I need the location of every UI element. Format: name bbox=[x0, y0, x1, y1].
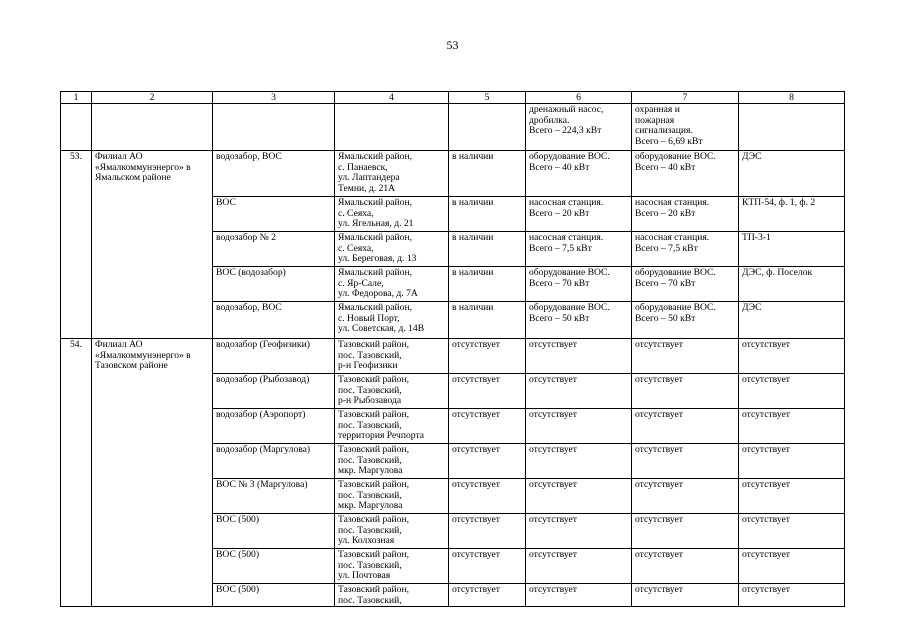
table-cell: отсутствует bbox=[449, 444, 526, 479]
column-number: 7 bbox=[632, 92, 739, 104]
table-cell: отсутствует bbox=[526, 374, 632, 409]
table-cell: отсутствует bbox=[449, 549, 526, 584]
data-table bbox=[60, 91, 845, 607]
table-cell: КТП-54, ф. 1, ф. 2 bbox=[739, 197, 845, 232]
table-cell: в наличии bbox=[449, 267, 526, 302]
column-number: 6 bbox=[526, 92, 632, 104]
table-cell: Тазовский район, пос. Тазовский, мкр. Маргулова bbox=[335, 444, 449, 479]
table-cell: отсутствует bbox=[739, 479, 845, 514]
column-number: 1 bbox=[61, 92, 92, 104]
table-cell: отсутствует bbox=[449, 514, 526, 549]
table-cell: отсутствует bbox=[632, 584, 739, 607]
table-cell: оборудование ВОС. Всего – 40 кВт bbox=[526, 151, 632, 197]
table-cell: водозабор (Аэропорт) bbox=[213, 409, 335, 444]
table-cell: Ямальский район, с. Сеяха, ул. Ягельная, д. 21 bbox=[335, 197, 449, 232]
table-cell: отсутствует bbox=[739, 514, 845, 549]
column-number: 5 bbox=[449, 92, 526, 104]
table-row bbox=[61, 104, 845, 151]
table-cell: в наличии bbox=[449, 302, 526, 339]
column-number: 2 bbox=[92, 92, 213, 104]
table-cell: отсутствует bbox=[526, 479, 632, 514]
table-cell: ДЭС, ф. Поселок bbox=[739, 267, 845, 302]
table-cell: насосная станция. Всего – 7,5 кВт bbox=[632, 232, 739, 267]
table-row bbox=[61, 339, 845, 374]
row-number: 53. bbox=[61, 151, 92, 339]
table-cell bbox=[92, 104, 213, 151]
table-cell: отсутствует bbox=[632, 514, 739, 549]
column-number: 8 bbox=[739, 92, 845, 104]
table-cell: отсутствует bbox=[632, 549, 739, 584]
table-cell: отсутствует bbox=[526, 514, 632, 549]
table-row bbox=[61, 151, 845, 197]
table-cell: ВОС (500) bbox=[213, 584, 335, 607]
table-cell: Тазовский район, пос. Тазовский, территория Речпорта bbox=[335, 409, 449, 444]
table-cell: ДЭС bbox=[739, 151, 845, 197]
table-cell: оборудование ВОС. Всего – 70 кВт bbox=[526, 267, 632, 302]
table-cell: дренажный насос, дробилка. Всего – 224,3 кВт bbox=[526, 104, 632, 151]
organization-cell: Филиал АО «Ямалкоммунэнерго» в Тазовском районе bbox=[92, 339, 213, 607]
table-cell: Ямальский район, с. Сеяха, ул. Береговая, д. 13 bbox=[335, 232, 449, 267]
table-cell: отсутствует bbox=[632, 374, 739, 409]
table-cell bbox=[61, 104, 92, 151]
column-number: 4 bbox=[335, 92, 449, 104]
table-cell: Ямальский район, с. Новый Порт, ул. Советская, д. 14В bbox=[335, 302, 449, 339]
table-cell: Тазовский район, пос. Тазовский, bbox=[335, 584, 449, 607]
table-cell: водозабор № 2 bbox=[213, 232, 335, 267]
column-number: 3 bbox=[213, 92, 335, 104]
table-cell: Тазовский район, пос. Тазовский, р-н Геофизики bbox=[335, 339, 449, 374]
table-cell: оборудование ВОС. Всего – 40 кВт bbox=[632, 151, 739, 197]
table-cell: оборудование ВОС. Всего – 50 кВт bbox=[632, 302, 739, 339]
table-cell: Ямальский район, с. Яр-Сале, ул. Федорова, д. 7А bbox=[335, 267, 449, 302]
table-cell: отсутствует bbox=[449, 409, 526, 444]
table-cell: водозабор, ВОС bbox=[213, 151, 335, 197]
table-cell: водозабор (Геофизики) bbox=[213, 339, 335, 374]
table-cell: насосная станция. Всего – 20 кВт bbox=[526, 197, 632, 232]
table-cell: Тазовский район, пос. Тазовский, мкр. Маргулова bbox=[335, 479, 449, 514]
table-cell: Тазовский район, пос. Тазовский, ул. Колхозная bbox=[335, 514, 449, 549]
table-cell: ТП-3-1 bbox=[739, 232, 845, 267]
row-number: 54. bbox=[61, 339, 92, 607]
organization-cell: Филиал АО «Ямалкоммунэнерго» в Ямальском районе bbox=[92, 151, 213, 339]
table-cell: отсутствует bbox=[526, 549, 632, 584]
table-cell bbox=[739, 104, 845, 151]
table-cell: отсутствует bbox=[739, 339, 845, 374]
table-cell: отсутствует bbox=[739, 584, 845, 607]
table-cell: оборудование ВОС. Всего – 70 кВт bbox=[632, 267, 739, 302]
table-cell bbox=[335, 104, 449, 151]
table-cell: ВОС (500) bbox=[213, 514, 335, 549]
table-cell: оборудование ВОС. Всего – 50 кВт bbox=[526, 302, 632, 339]
table-cell: отсутствует bbox=[449, 374, 526, 409]
page-number: 53 bbox=[446, 38, 459, 52]
table-cell: отсутствует bbox=[526, 339, 632, 374]
table-cell: ДЭС bbox=[739, 302, 845, 339]
table-cell: Тазовский район, пос. Тазовский, ул. Почтовая bbox=[335, 549, 449, 584]
table-cell: отсутствует bbox=[449, 584, 526, 607]
table-cell: водозабор, ВОС bbox=[213, 302, 335, 339]
table-cell: насосная станция. Всего – 7,5 кВт bbox=[526, 232, 632, 267]
table-cell: ВОС (500) bbox=[213, 549, 335, 584]
table-cell: в наличии bbox=[449, 151, 526, 197]
table-cell: насосная станция. Всего – 20 кВт bbox=[632, 197, 739, 232]
table-cell: отсутствует bbox=[632, 479, 739, 514]
table-cell bbox=[213, 104, 335, 151]
table-cell: Тазовский район, пос. Тазовский, р-н Рыбозавода bbox=[335, 374, 449, 409]
table-cell: отсутствует bbox=[526, 444, 632, 479]
table-cell: отсутствует bbox=[632, 444, 739, 479]
table-cell: отсутствует bbox=[739, 409, 845, 444]
table-cell: ВОС № 3 (Маргулова) bbox=[213, 479, 335, 514]
table-cell: отсутствует bbox=[632, 339, 739, 374]
table-cell: в наличии bbox=[449, 232, 526, 267]
table-cell bbox=[449, 104, 526, 151]
table-cell: отсутствует bbox=[526, 584, 632, 607]
table-cell: отсутствует bbox=[449, 339, 526, 374]
table-cell: ВОС (водозабор) bbox=[213, 267, 335, 302]
table-cell: охранная и пожарная сигнализация. Всего – 6,69 кВт bbox=[632, 104, 739, 151]
table-cell: отсутствует bbox=[739, 444, 845, 479]
table-cell: Ямальский район, с. Панаевск, ул. Лаптандера Темни, д. 21А bbox=[335, 151, 449, 197]
table-cell: в наличии bbox=[449, 197, 526, 232]
table-cell: отсутствует bbox=[739, 374, 845, 409]
table-cell: отсутствует bbox=[526, 409, 632, 444]
table-cell: отсутствует bbox=[449, 479, 526, 514]
table-cell: ВОС bbox=[213, 197, 335, 232]
table-cell: отсутствует bbox=[632, 409, 739, 444]
column-number-row bbox=[61, 92, 845, 104]
table-cell: водозабор (Маргулова) bbox=[213, 444, 335, 479]
table-cell: водозабор (Рыбозавод) bbox=[213, 374, 335, 409]
table-cell: отсутствует bbox=[739, 549, 845, 584]
